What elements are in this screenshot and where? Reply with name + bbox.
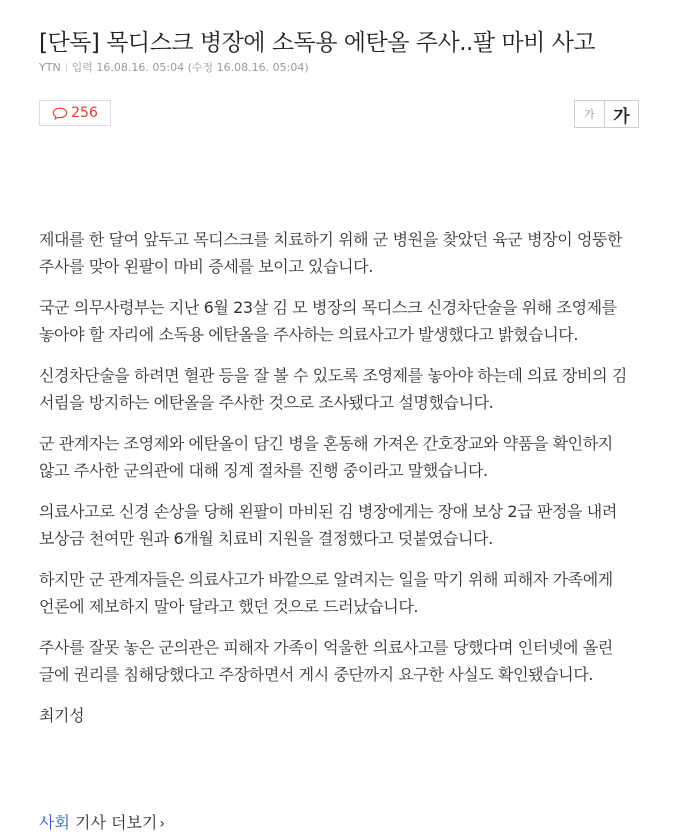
comment-button[interactable] (39, 100, 111, 126)
chevron-right-icon: › (159, 816, 165, 832)
source-name: YTN (39, 61, 61, 74)
font-decrease-button[interactable]: 가 (574, 100, 605, 128)
meta-divider (66, 63, 67, 72)
more-category-link[interactable]: 사회 (39, 813, 70, 832)
font-size-controls (574, 100, 639, 128)
reporter-name: 최기성 (39, 706, 85, 725)
body-paragraph: 국군 의무사령부는 지난 6월 23살 김 모 병장의 목디스크 신경차단술을 위해 조영제를 놓아야 할 자리에 소독용 에탄올을 주사하는 의료사고가 발생했다고 밝혔습니다. (39, 298, 617, 344)
more-articles-label[interactable]: 기사 더보기 (75, 813, 158, 832)
published-time: 입력 16.08.16. 05:04 (71, 61, 185, 74)
body-paragraph: 신경차단술을 하려면 혈관 등을 잘 볼 수 있도록 조영제를 놓아야 하는데 의료 장비의 김 서림을 방지하는 에탄올을 주사한 것으로 조사됐다고 설명했습니다. (39, 366, 627, 412)
body-paragraph: 제대를 한 달여 앞두고 목디스크를 치료하기 위해 군 병원을 찾았던 육군 병장이 엉뚱한 주사를 맞아 왼팔이 마비 증세를 보이고 있습니다. (39, 230, 623, 276)
more-articles-link[interactable] (39, 811, 165, 836)
article-toolbar (39, 100, 639, 130)
article-headline: [단독] 목디스크 병장에 소독용 에탄올 주사..팔 마비 사고 (39, 30, 596, 56)
modified-time: (수정 16.08.16. 05:04) (187, 61, 309, 74)
article (39, 0, 639, 832)
body-paragraph: 주사를 잘못 놓은 군의관은 피해자 가족이 억울한 의료사고를 당했다며 인터넷에 올린 글에 권리를 침해당했다고 주장하면서 게시 중단까지 요구한 사실도 확인됐습니다. (39, 638, 613, 684)
body-paragraph: 군 관계자는 조영제와 에탄올이 담긴 병을 혼동해 가져온 간호장교와 약품을 확인하지 않고 주사한 군의관에 대해 징계 절차를 진행 중이라고 말했습니다. (39, 434, 613, 480)
article-body (39, 226, 639, 729)
body-paragraph: 의료사고로 신경 손상을 당해 왼팔이 마비된 김 병장에게는 장애 보상 2급 판정을 내려 보상금 천여만 원과 6개월 치료비 지원을 결정했다고 덧붙였습니다. (39, 502, 617, 548)
font-increase-button[interactable]: 가 (604, 100, 639, 128)
body-paragraph: 하지만 군 관계자들은 의료사고가 바깥으로 알려지는 일을 막기 위해 피해자 가족에게 언론에 제보하지 말아 달라고 했던 것으로 드러났습니다. (39, 570, 613, 616)
comment-count: 256 (71, 105, 98, 121)
speech-bubble-icon (52, 107, 68, 120)
article-meta (39, 60, 639, 76)
